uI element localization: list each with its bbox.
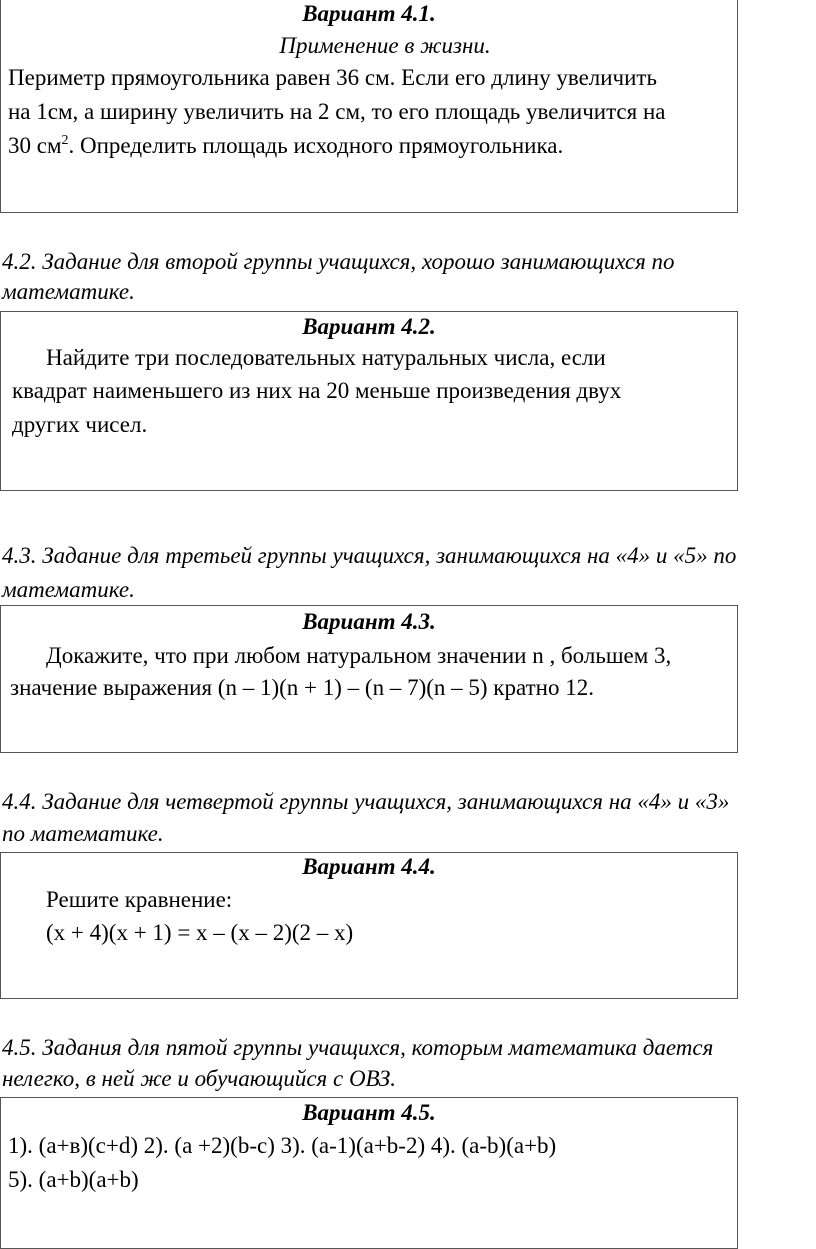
variant-subtitle: Применение в жизни. — [279, 33, 491, 58]
task-line: Докажите, что при любом натуральном значении n , большем 3, — [46, 643, 672, 668]
task-line — [8, 132, 563, 160]
variant-title: Вариант 4.4. — [302, 854, 436, 879]
section-heading: 4.4. Задание для четвертой группы учащихся, занимающихся на «4» и «3» — [2, 789, 730, 814]
task-line: квадрат наименьшего из них на 20 меньше произведения двух — [12, 378, 622, 403]
variant-title: Вариант 4.3. — [302, 609, 436, 634]
task-line: 5). (a+b)(a+b) — [8, 1167, 139, 1192]
task-line: 1). (a+в)(c+d) 2). (a +2)(b-c) 3). (a-1)(a+b-2) 4). (a-b)(a+b) — [8, 1133, 557, 1158]
task-text: . Определить площадь исходного прямоугольника. — [68, 133, 564, 158]
task-line: значение выражения (n – 1)(n + 1) – (n – 7)(n – 5) кратно 12. — [10, 675, 594, 700]
superscript: 2 — [61, 133, 69, 148]
task-line: Периметр прямоугольника равен 36 см. Если его длину увеличить — [8, 65, 657, 90]
task-text: 30 см — [8, 133, 62, 158]
variant-title: Вариант 4.5. — [302, 1100, 436, 1125]
task-line: Найдите три последовательных натуральных числа, если — [46, 345, 606, 370]
section-heading: математике. — [2, 577, 135, 602]
task-line: (x + 4)(x + 1) = x – (x – 2)(2 – x) — [46, 920, 354, 945]
section-heading: нелегко, в ней же и обучающийся с ОВЗ. — [2, 1066, 396, 1091]
section-heading: по математике. — [2, 821, 164, 846]
variant-title: Вариант 4.1. — [302, 1, 436, 26]
variant-title: Вариант 4.2. — [302, 314, 436, 339]
task-line: Решите кравнение: — [46, 887, 233, 912]
section-heading: 4.5. Задания для пятой группы учащихся, которым математика дается — [2, 1035, 714, 1060]
task-line: других чисел. — [12, 412, 148, 437]
section-heading: математике. — [2, 279, 135, 304]
section-heading: 4.3. Задание для третьей группы учащихся, занимающихся на «4» и «5» по — [2, 543, 737, 568]
section-heading: 4.2. Задание для второй группы учащихся, хорошо занимающихся по — [2, 249, 675, 274]
task-line: на 1см, а ширину увеличить на 2 см, то его площадь увеличится на — [8, 99, 666, 124]
